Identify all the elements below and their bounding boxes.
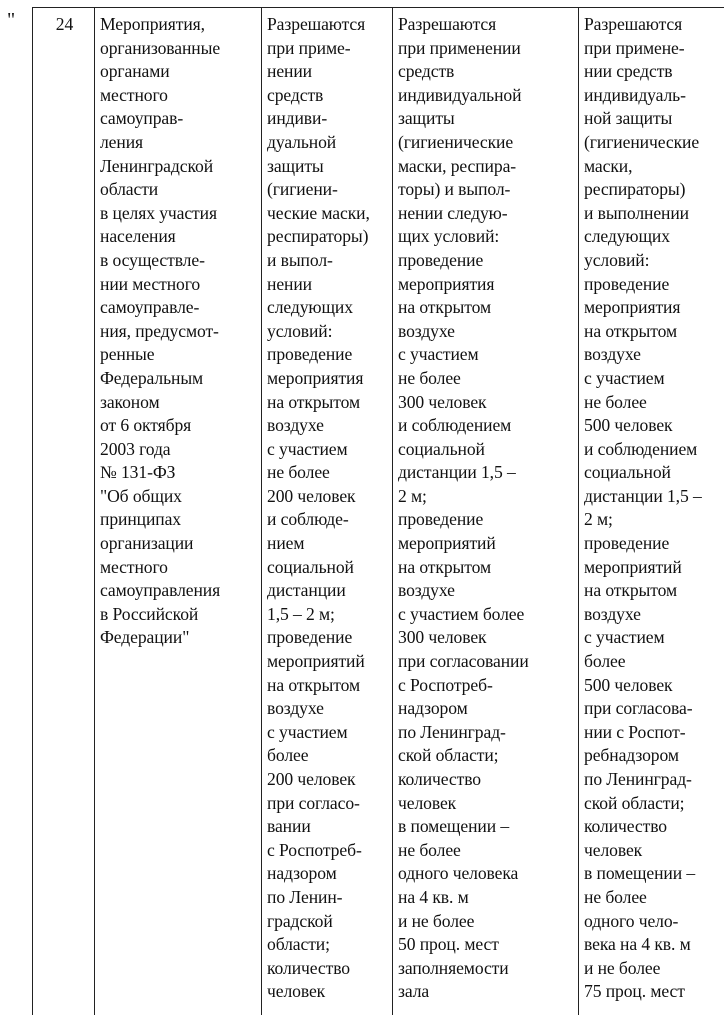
cell-text-line: средств xyxy=(267,84,324,105)
cell-text-line: в помещении – xyxy=(398,816,510,837)
cell-text-line: и не более xyxy=(398,910,475,931)
cell-text-line: с участием xyxy=(584,367,665,388)
cell-text-line: Разрешаются xyxy=(267,14,366,34)
cell-text-line: социальной xyxy=(398,438,485,459)
cell-text-line: ской области; xyxy=(584,792,685,813)
cell-text-line: нении xyxy=(267,273,312,294)
cell-text-line: надзором xyxy=(267,863,337,884)
cell-text-line: маски, xyxy=(584,155,633,176)
cell-text-line: на открытом xyxy=(584,580,677,601)
cell-text-line: средств xyxy=(398,61,455,82)
cell-text-line: ческие маски, xyxy=(267,202,370,223)
cell-text-line: принципах xyxy=(100,509,181,530)
conditions-cell-200 xyxy=(262,8,393,1016)
cell-text-line: нении xyxy=(267,61,312,82)
cell-text-line: века на 4 кв. м xyxy=(584,934,691,955)
cell-text-line: мероприятия xyxy=(398,273,495,294)
cell-text-line: количество xyxy=(584,816,667,837)
cell-text-line: человек xyxy=(584,839,643,860)
cell-text-line: по Ленин- xyxy=(267,886,343,907)
cell-text-line: при согласо- xyxy=(267,792,360,813)
cell-text-line: воздухе xyxy=(267,698,324,719)
cell-text-line: маски, респира- xyxy=(398,155,517,176)
cell-text-line: зала xyxy=(398,981,430,1002)
cell-text-line: заполняемости xyxy=(398,957,509,978)
cell-text-line: мероприятий xyxy=(584,556,682,577)
cell-text-line: 300 человек xyxy=(398,391,487,412)
cell-text-line: количество xyxy=(267,957,350,978)
cell-text-line: от 6 октября xyxy=(100,415,192,436)
cell-text-line: индиви- xyxy=(267,108,328,129)
cell-text-line: "Об общих xyxy=(100,485,182,506)
cell-text-line: в осуществле- xyxy=(100,249,205,270)
cell-text-line: ния, предусмот- xyxy=(100,320,219,341)
cell-text-line: количество xyxy=(398,769,481,789)
cell-text-line: Федеральным xyxy=(100,367,204,388)
cell-text-line: Разрешаются xyxy=(584,14,683,34)
cell-text-line: ной защиты xyxy=(584,108,673,129)
cell-text-line: Ленинградской xyxy=(100,155,214,176)
cell-text-line: индивидуальной xyxy=(398,84,522,105)
cell-text-line: нии с Роспот- xyxy=(584,721,686,742)
cell-text-line: более xyxy=(584,651,626,672)
cell-text-line: не более xyxy=(584,886,647,907)
cell-text-line: воздухе xyxy=(398,320,455,341)
cell-text-line: следующих xyxy=(267,297,353,318)
cell-text-line: 2003 года xyxy=(100,438,171,459)
cell-text-line: по Ленинград- xyxy=(584,769,692,789)
cell-text-line: ской области; xyxy=(398,745,499,766)
cell-text-line: 2 м; xyxy=(584,509,613,530)
cell-text-line: нии местного xyxy=(100,273,201,294)
cell-text-line: респираторы) xyxy=(267,226,369,247)
cell-text-line: мероприятия xyxy=(584,297,681,318)
cell-text-line: области xyxy=(100,179,159,200)
cell-text-line: более xyxy=(267,745,309,766)
cell-text-line: ренные xyxy=(100,344,155,365)
cell-text-line: с участием xyxy=(398,344,479,365)
cell-text-line: не более xyxy=(398,839,461,860)
cell-text-line: с Роспотреб- xyxy=(267,839,362,860)
cell-text-line: воздухе xyxy=(584,344,641,365)
cell-text-line: на открытом xyxy=(398,556,491,577)
table-row xyxy=(33,8,724,1016)
cell-text-line: и выполнении xyxy=(584,202,689,223)
cell-text-line: защиты xyxy=(267,155,324,176)
cell-text-line: человек xyxy=(267,981,326,1002)
cell-text-line: с Роспотреб- xyxy=(398,674,493,695)
cell-text-line: проведение xyxy=(267,344,353,365)
cell-text-line: социальной xyxy=(584,462,671,483)
cell-text-line: социальной xyxy=(267,556,354,577)
cell-text-line: следующих xyxy=(584,226,670,247)
cell-text-line: с участием xyxy=(267,438,348,459)
cell-text-line: дистанции 1,5 – xyxy=(398,462,516,483)
cell-text-line: проведение xyxy=(584,273,670,294)
cell-text-line: 300 человек xyxy=(398,627,487,648)
cell-text-line: 2 м; xyxy=(398,485,427,506)
cell-text-line: № 131-ФЗ xyxy=(100,462,176,483)
cell-text-line: 200 человек xyxy=(267,485,356,506)
cell-text-line: надзором xyxy=(398,698,468,719)
cell-text-line: при согласовании xyxy=(398,651,529,672)
cell-text-line: в целях участия xyxy=(100,202,217,223)
cell-text-line: 50 проц. мест xyxy=(398,934,499,955)
cell-text-line: на 4 кв. м xyxy=(398,886,469,907)
cell-text-line: на открытом xyxy=(584,320,677,341)
cell-text-line: 200 человек xyxy=(267,769,356,789)
cell-text-line: дистанции 1,5 – xyxy=(584,485,702,506)
cell-text-line: проведение xyxy=(398,249,484,270)
cell-text-line: местного xyxy=(100,556,168,577)
cell-text-line: 75 проц. мест xyxy=(584,981,685,1002)
cell-text-line: нении следую- xyxy=(398,202,508,223)
cell-text-line: (гигиенические xyxy=(584,131,700,152)
cell-text-line: не более xyxy=(267,462,330,483)
cell-text-line: при согласова- xyxy=(584,698,693,719)
cell-text-line: на открытом xyxy=(398,297,491,318)
cell-text-line: органами xyxy=(100,61,170,82)
cell-text-line: при примене- xyxy=(584,37,685,58)
cell-text-line: при применении xyxy=(398,37,521,58)
cell-text-line: воздухе xyxy=(584,603,641,624)
cell-text-line: и соблюдением xyxy=(584,438,698,459)
conditions-cell-300 xyxy=(393,8,579,1016)
cell-text-line: щих условий: xyxy=(398,226,500,247)
cell-text-line: дуальной xyxy=(267,131,337,152)
cell-text-line: самоуправ- xyxy=(100,108,184,129)
cell-text-line: одного человека xyxy=(398,863,519,884)
cell-text-line: области; xyxy=(267,934,330,955)
cell-text-line: торы) и выпол- xyxy=(398,179,511,200)
cell-text-line: Мероприятия, xyxy=(100,14,205,34)
cell-text-line: в помещении – xyxy=(584,863,696,884)
cell-text-line: 1,5 – 2 м; xyxy=(267,603,335,624)
cell-text-line: 500 человек xyxy=(584,415,673,436)
cell-text-line: с участием xyxy=(584,627,665,648)
cell-text-line: на открытом xyxy=(267,674,360,695)
cell-text-line: по Ленинград- xyxy=(398,721,506,742)
cell-text-line: респираторы) xyxy=(584,179,686,200)
cell-text-line: Федерации" xyxy=(100,627,190,648)
cell-text-line: и выпол- xyxy=(267,249,333,270)
cell-text-line: человек xyxy=(398,792,457,813)
cell-text-line: (гигиенические xyxy=(398,131,514,152)
cell-text-line: условий: xyxy=(267,320,333,341)
cell-text-line: ления xyxy=(100,131,144,152)
cell-text-line: нием xyxy=(267,533,305,554)
opening-quote-mark: " xyxy=(7,9,16,31)
cell-text-line: в Российской xyxy=(100,603,199,624)
cell-text-line: дистанции xyxy=(267,580,346,601)
cell-text-line: мероприятий xyxy=(267,651,365,672)
cell-text-line: проведение xyxy=(267,627,353,648)
cell-text-line: при приме- xyxy=(267,37,351,58)
cell-text-line: Разрешаются xyxy=(398,14,497,34)
cell-text-line: и соблюде- xyxy=(267,509,349,530)
cell-text-line: с участием более xyxy=(398,603,525,624)
cell-text-line: градской xyxy=(267,910,333,931)
cell-text-line: и не более xyxy=(584,957,661,978)
cell-text-line: воздухе xyxy=(398,580,455,601)
cell-text-line: организации xyxy=(100,533,194,554)
cell-text-line: самоуправления xyxy=(100,580,221,601)
cell-text-line: 500 человек xyxy=(584,674,673,695)
cell-text-line: проведение xyxy=(584,533,670,554)
cell-text-line: мероприятия xyxy=(267,367,364,388)
cell-text-line: населения xyxy=(100,226,176,247)
cell-text-line: проведение xyxy=(398,509,484,530)
conditions-cell-500 xyxy=(579,8,724,1016)
cell-text-line: условий: xyxy=(584,249,650,270)
cell-text-line: и соблюдением xyxy=(398,415,512,436)
cell-text-line: организованные xyxy=(100,37,221,58)
cell-text-line: не более xyxy=(584,391,647,412)
row-number: 24 xyxy=(55,14,74,34)
row-number-cell xyxy=(33,8,95,1016)
cell-text-line: одного чело- xyxy=(584,910,679,931)
event-description-cell xyxy=(95,8,262,1016)
cell-text-line: нии средств xyxy=(584,61,673,82)
cell-text-line: с участием xyxy=(267,721,348,742)
cell-text-line: ребнадзором xyxy=(584,745,679,766)
cell-text-line: мероприятий xyxy=(398,533,496,554)
cell-text-line: местного xyxy=(100,84,168,105)
cell-text-line: индивидуаль- xyxy=(584,84,686,105)
cell-text-line: воздухе xyxy=(267,415,324,436)
regulation-table xyxy=(32,7,724,1015)
cell-text-line: на открытом xyxy=(267,391,360,412)
cell-text-line: (гигиени- xyxy=(267,179,338,200)
cell-text-line: защиты xyxy=(398,108,455,129)
cell-text-line: не более xyxy=(398,367,461,388)
cell-text-line: вании xyxy=(267,816,311,837)
cell-text-line: законом xyxy=(100,391,160,412)
cell-text-line: самоуправле- xyxy=(100,297,200,318)
